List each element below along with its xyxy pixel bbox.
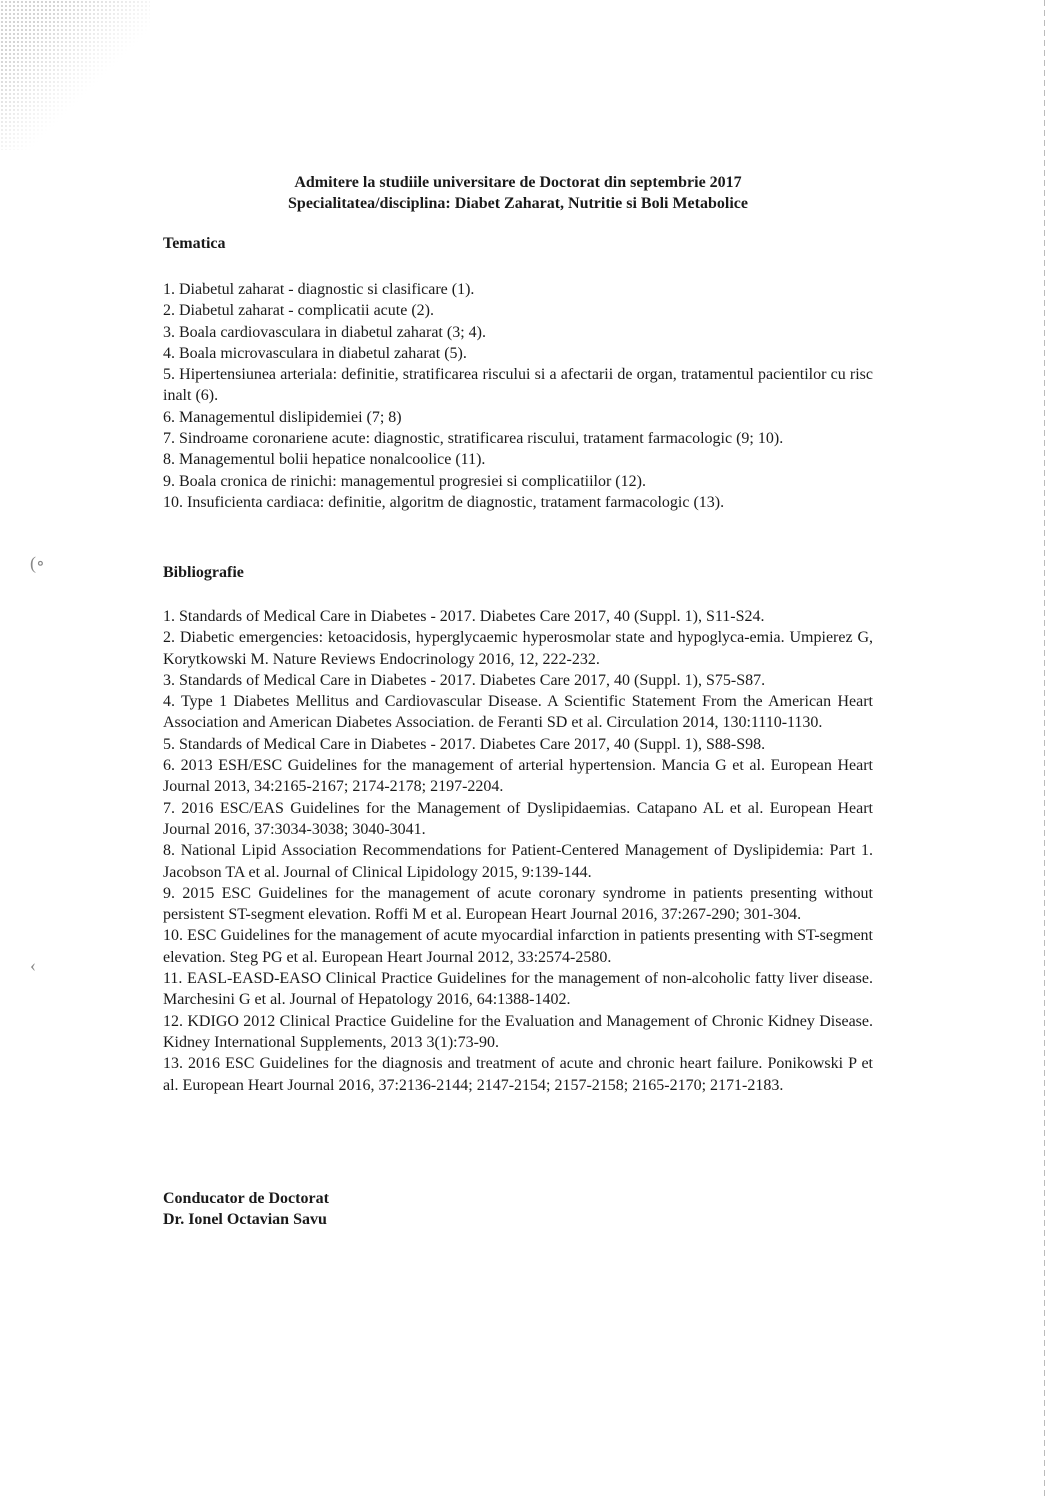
reference-item: 9. 2015 ESC Guidelines for the management of acute coronary syndrome in patients presenting without persistent ST-segment elevation. Roffi M et al. European Heart Journal 2016, 37:267-290; 301-304.: [163, 884, 873, 924]
list-item: 2. Diabetul zaharat - complicatii acute (2).: [163, 302, 434, 320]
reference-item: 11. EASL-EASD-EASO Clinical Practice Guidelines for the management of non-alcoholic fatty liver disease. Marchesini G et al. Journal of Hepatology 2016, 64:1388-1402.: [163, 970, 873, 1009]
signature-role: Conducator de Doctorat: [163, 1190, 329, 1207]
list-item: 1. Diabetul zaharat - diagnostic si clasificare (1).: [163, 281, 475, 298]
reference-item: 12. KDIGO 2012 Clinical Practice Guideline for the Evaluation and Management of Chronic Kidney Disease. Kidney International Supplements, 2013 3(1):73-90.: [163, 1012, 873, 1051]
list-item: 7. Sindroame coronariene acute: diagnostic, stratificarea riscului, tratament farmacologic (9; 10).: [163, 430, 784, 448]
reference-item: 1. Standards of Medical Care in Diabetes - 2017. Diabetes Care 2017, 40 (Suppl. 1), S11-S24.: [163, 608, 765, 625]
punch-hole-mark-icon: ‹: [30, 955, 36, 975]
tematica-list: [163, 279, 873, 513]
reference-item: 5. Standards of Medical Care in Diabetes - 2017. Diabetes Care 2017, 40 (Suppl. 1), S88-S98.: [163, 735, 766, 753]
reference-item: 8. National Lipid Association Recommendations for Patient-Centered Management of Dyslipidemia: Part 1. Jacobson TA et al. Journal of Clinical Lipidology 2015, 9:139-144.: [163, 842, 873, 881]
reference-item: 13. 2016 ESC Guidelines for the diagnosis and treatment of acute and chronic heart failure. Ponikowski P et al. European Heart Journal 2016, 37:2136-2144; 2147-2154; 2157-2158; 2165-2170; 2171-2183.: [163, 1055, 873, 1094]
list-item: 8. Managementul bolii hepatice nonalcoolice (11).: [163, 451, 486, 469]
reference-item: 4. Type 1 Diabetes Mellitus and Cardiovascular Disease. A Scientific Statement From the American Heart Association and American Diabetes Association. de Feranti SD et al. Circulation 2014, 130:1110-1130.: [163, 693, 873, 732]
list-item: 9. Boala cronica de rinichi: managementul progresiei si complicatiilor (12).: [163, 472, 646, 490]
scan-noise: [0, 0, 150, 150]
scan-edge: [1044, 0, 1045, 1498]
title-line-2: Specialitatea/disciplina: Diabet Zaharat, Nutritie si Boli Metabolice: [288, 195, 748, 213]
title-line-1: Admitere la studiile universitare de Doctorat din septembrie 2017: [294, 174, 742, 191]
reference-item: 2. Diabetic emergencies: ketoacidosis, hyperglycaemic hyperosmolar state and hypoglyca-emia. Umpierez G, Korytkowski M. Nature Reviews Endocrinology 2016, 12, 222-232.: [163, 629, 873, 668]
list-item: 6. Managementul dislipidemiei (7; 8): [163, 408, 402, 426]
document-title: [163, 172, 873, 215]
reference-item: 6. 2013 ESH/ESC Guidelines for the management of arterial hypertension. Mancia G et al. European Heart Journal 2013, 34:2165-2167; 2174-2178; 2197-2204.: [163, 757, 873, 796]
list-item: 4. Boala microvasculara in diabetul zaharat (5).: [163, 344, 467, 362]
list-item: 3. Boala cardiovasculara in diabetul zaharat (3; 4).: [163, 323, 486, 341]
reference-item: 7. 2016 ESC/EAS Guidelines for the Management of Dyslipidaemias. Catapano AL et al. European Heart Journal 2016, 37:3034-3038; 3040-3041.: [163, 799, 873, 838]
signature-name: Dr. Ionel Octavian Savu: [163, 1211, 327, 1229]
bibliografie-list: [163, 606, 873, 1096]
punch-hole-mark-icon: (∘: [30, 553, 45, 573]
list-item: 5. Hipertensiunea arteriala: definitie, stratificarea riscului si a afectarii de organ, tratamentul pacientilor cu risc inalt (6).: [163, 366, 873, 405]
tematica-heading: Tematica: [163, 235, 226, 252]
signature-block: [163, 1188, 873, 1231]
reference-item: 10. ESC Guidelines for the management of acute myocardial infarction in patients presenting with ST-segment elevation. Steg PG et al. European Heart Journal 2012, 33:2574-2580.: [163, 927, 873, 966]
reference-item: 3. Standards of Medical Care in Diabetes - 2017. Diabetes Care 2017, 40 (Suppl. 1), S75-S87.: [163, 671, 766, 689]
bibliografie-heading: Bibliografie: [163, 564, 244, 581]
list-item: 10. Insuficienta cardiaca: definitie, algoritm de diagnostic, tratament farmacologic (13).: [163, 493, 725, 511]
